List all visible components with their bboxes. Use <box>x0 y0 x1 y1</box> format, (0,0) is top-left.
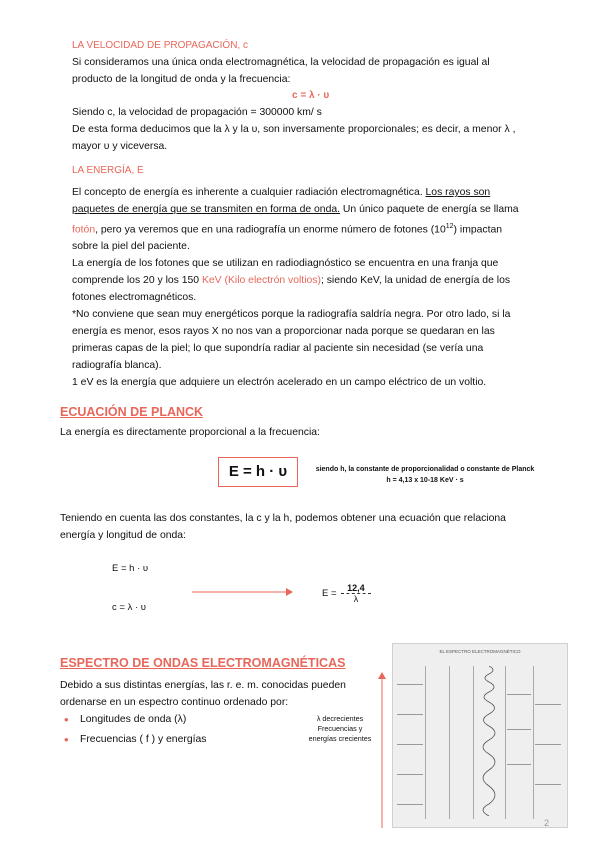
text-line: Siendo c, la velocidad de propagación = 300000 km/ s <box>72 107 322 118</box>
planck-intro: La energía es directamente proporcional a la frecuencia: <box>60 427 320 438</box>
label-line: energías crecientes <box>308 734 372 743</box>
label-line: λ decrecientes <box>316 714 364 723</box>
list-item: • Longitudes de onda (λ) <box>60 710 206 730</box>
text-line: ordenarse en un espectro continuo ordenado por: <box>60 697 289 708</box>
text-line: energía y longitud de onda: <box>60 530 186 541</box>
note-line: h = 4,13 x 10-18 KeV · s <box>386 477 464 484</box>
underlined-text: paquetes de energía que se transmiten en forma de onda. <box>72 204 341 215</box>
text-line: Si consideramos una única onda electromagnética, la velocidad de propagación es igual al <box>72 57 490 68</box>
figure-rule <box>507 694 531 695</box>
velocidad-paragraph <box>72 54 552 88</box>
text-line: Teniendo en cuenta las dos constantes, la c y la h, podemos obtener una ecuación que relaciona <box>60 513 506 524</box>
arrow-right-icon <box>190 586 295 598</box>
figure-rule <box>535 744 561 745</box>
espectro-bullet-list <box>60 710 206 750</box>
figure-column-divider <box>473 666 474 819</box>
figure-column-divider <box>449 666 450 819</box>
text-span: El concepto de energía es inherente a cualquier radiación electromagnética. <box>72 187 423 198</box>
page-number: 2 <box>544 818 550 828</box>
planck-formula-box: E = h · υ <box>218 457 298 487</box>
note-line: siendo h, la constante de proporcionalidad o constante de Planck <box>315 466 535 473</box>
text-line: mayor υ y viceversa. <box>72 141 168 152</box>
figure-rule <box>535 704 561 705</box>
section-title-energia: LA ENERGÍA, E <box>72 165 144 176</box>
text-line: producto de la longitud de onda y la frecuencia: <box>72 74 291 85</box>
text-span: Un único paquete de energía se llama <box>342 204 519 215</box>
wave-illustration <box>477 666 501 816</box>
result-numerator: 12,4 <box>341 583 371 594</box>
foton-term: fotón <box>72 224 96 236</box>
figure-rule <box>397 714 423 715</box>
text-line: *No conviene que sean muy energéticos porque la radiografía saldría negra. Por otro lado, si la <box>72 309 511 321</box>
figure-rule <box>397 684 423 685</box>
text-line: 1 eV es la energía que adquiere un electrón acelerado en un campo eléctrico de un voltio. <box>72 377 487 389</box>
figure-rule <box>397 774 423 775</box>
figure-column-divider <box>533 666 534 819</box>
label-line: Frecuencias y <box>317 724 363 733</box>
section-title-espectro: ESPECTRO DE ONDAS ELECTROMAGNÉTICAS <box>60 656 346 670</box>
result-equation <box>322 583 371 604</box>
result-lhs: E = <box>322 588 337 600</box>
planck-relation-paragraph <box>60 510 560 544</box>
text-span: ; siendo KeV, la unidad de energía de los <box>320 275 511 287</box>
underlined-text: Los rayos son <box>425 187 491 198</box>
exponent: 12 <box>445 223 454 230</box>
figure-column-divider <box>425 666 426 819</box>
text-line: sobre la piel del paciente. <box>72 241 190 253</box>
text-span: ) impactan <box>453 224 503 236</box>
figure-rule <box>535 784 561 785</box>
text-line: energía es menor, esos rayos X no nos van a proporcionar nada porque se quedaran en las <box>72 326 495 338</box>
planck-constant-note <box>305 464 545 486</box>
text-line: La energía de los fotones que se utilizan en radiodiagnóstico se encuentra en una franja que <box>72 258 499 270</box>
text-line: fotones electromagnéticos. <box>72 292 197 304</box>
formula-c: c = λ · υ <box>292 90 330 101</box>
velocidad-explanation <box>72 104 562 155</box>
figure-rule <box>397 744 423 745</box>
espectro-paragraph <box>60 677 390 711</box>
spectrum-figure <box>392 643 568 828</box>
equation-velocity: c = λ · υ <box>112 602 146 613</box>
text-span: , pero ya veremos que en una radiografía un enorme número de fotones (10 <box>95 224 446 236</box>
section-title-planck: ECUACIÓN DE PLANCK <box>60 405 204 419</box>
energia-paragraph <box>72 184 562 391</box>
equation-energy: E = h · υ <box>112 563 149 574</box>
result-denominator: λ <box>353 594 359 604</box>
text-line: primeras capas de la piel; lo que supondría radiar al paciente sin necesidad (se vería una <box>72 343 484 355</box>
list-item: • Frecuencias ( f ) y energías <box>60 730 206 750</box>
figure-column-divider <box>505 666 506 819</box>
arrow-up-icon <box>376 670 388 830</box>
text-line: radiografía blanca). <box>72 360 162 372</box>
figure-rule <box>507 764 531 765</box>
arrow-label <box>300 714 380 744</box>
kev-term: KeV (Kilo electrón voltios) <box>201 275 321 287</box>
text-line: Debido a sus distintas energías, las r. e. m. conocidas pueden <box>60 680 346 691</box>
figure-rule <box>397 804 423 805</box>
text-line: De esta forma deducimos que la λ y la υ, son inversamente proporcionales; es decir, a menor λ , <box>72 124 516 135</box>
figure-rule <box>507 729 531 730</box>
text-span: comprende los 20 y los 150 <box>72 275 200 287</box>
figure-title: EL ESPECTRO ELECTROMAGNÉTICO <box>439 649 521 654</box>
section-title-velocidad: LA VELOCIDAD DE PROPAGACIÓN, c <box>72 40 248 51</box>
